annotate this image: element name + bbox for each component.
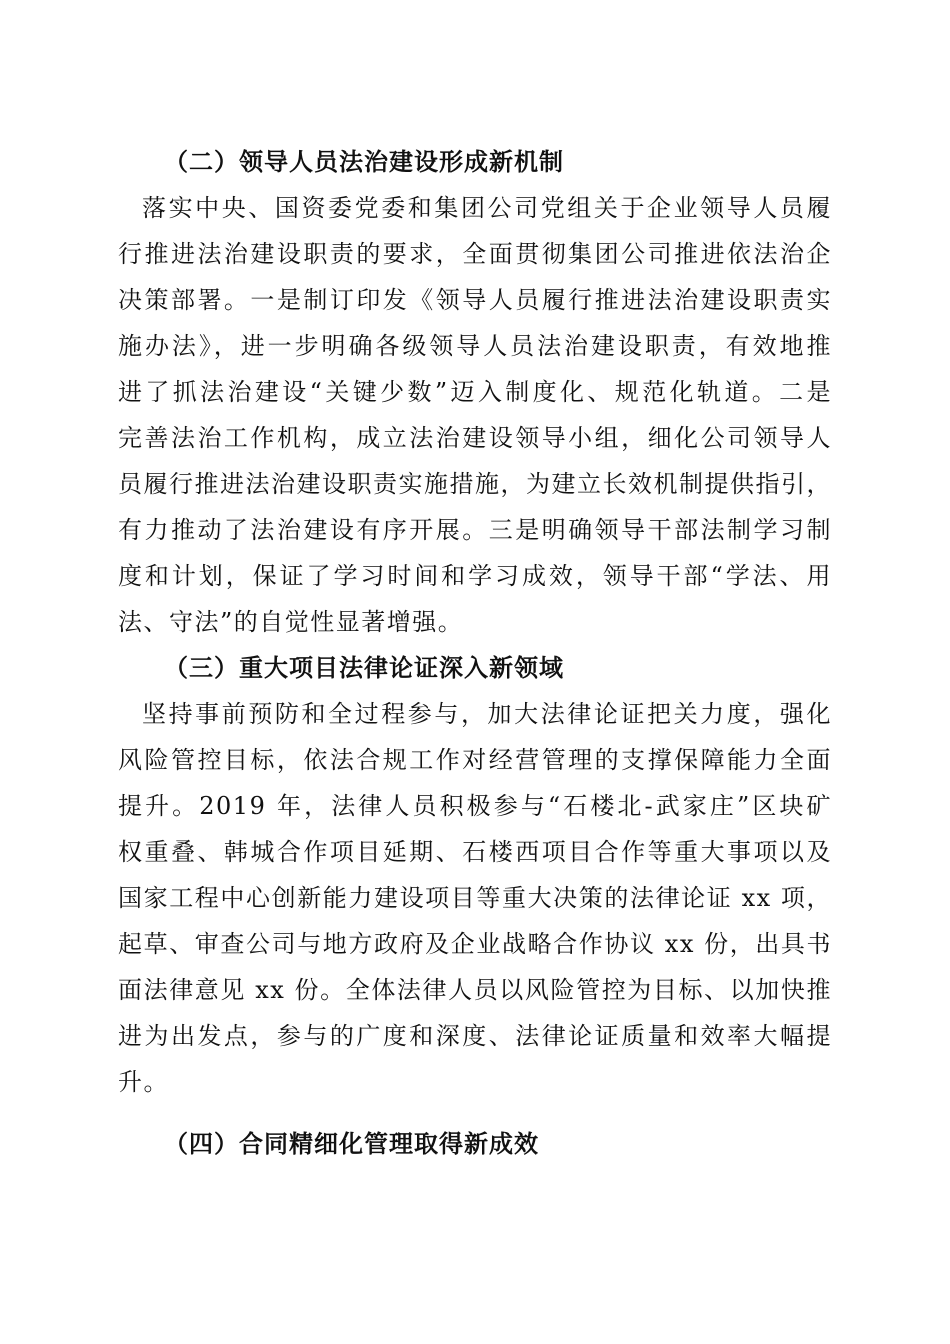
section-heading-3: （三）重大项目法律论证深入新领域: [164, 653, 564, 682]
paragraph-line: 度和计划，保证了学习时间和学习成效，领导干部“学法、用: [118, 562, 832, 590]
paragraph-line: 权重叠、韩城合作项目延期、石楼西项目合作等重大事项以及: [118, 838, 832, 866]
paragraph-line: 坚持事前预防和全过程参与，加大法律论证把关力度，强化: [142, 700, 832, 728]
section-heading-4: （四）合同精细化管理取得新成效: [164, 1129, 539, 1158]
paragraph-line: 进了抓法治建设“关键少数”迈入制度化、规范化轨道。二是: [118, 378, 832, 406]
paragraph-line: 员履行推进法治建设职责实施措施，为建立长效机制提供指引，: [118, 470, 832, 498]
paragraph-line: 落实中央、国资委党委和集团公司党组关于企业领导人员履: [142, 194, 832, 222]
paragraph-line: 决策部署。一是制订印发《领导人员履行推进法治建设职责实: [118, 286, 832, 314]
paragraph-line: 进为出发点，参与的广度和深度、法律论证质量和效率大幅提: [118, 1022, 832, 1050]
paragraph-line: 国家工程中心创新能力建设项目等重大决策的法律论证 xx 项，: [118, 884, 832, 912]
paragraph-line: 面法律意见 xx 份。全体法律人员以风险管控为目标、以加快推: [118, 976, 832, 1004]
paragraph-line: 法、守法”的自觉性显著增强。: [118, 608, 464, 636]
paragraph-line: 完善法治工作机构，成立法治建设领导小组，细化公司领导人: [118, 424, 832, 452]
paragraph-line: 施办法》，进一步明确各级领导人员法治建设职责，有效地推: [118, 332, 832, 360]
paragraph-line: 风险管控目标，依法合规工作对经营管理的支撑保障能力全面: [118, 746, 832, 774]
section-heading-2: （二）领导人员法治建设形成新机制: [164, 147, 564, 176]
section-paragraph-2: [118, 185, 832, 645]
paragraph-line: 行推进法治建设职责的要求，全面贯彻集团公司推进依法治企: [118, 240, 832, 268]
paragraph-line: 有力推动了法治建设有序开展。三是明确领导干部法制学习制: [118, 516, 832, 544]
paragraph-line: 起草、审查公司与地方政府及企业战略合作协议 xx 份，出具书: [118, 930, 832, 958]
paragraph-line: 升。: [118, 1068, 169, 1096]
document-body: [118, 139, 832, 1167]
section-paragraph-3: [118, 691, 832, 1105]
paragraph-line: 提升。2019 年，法律人员积极参与“石楼北-武家庄”区块矿: [118, 792, 832, 820]
